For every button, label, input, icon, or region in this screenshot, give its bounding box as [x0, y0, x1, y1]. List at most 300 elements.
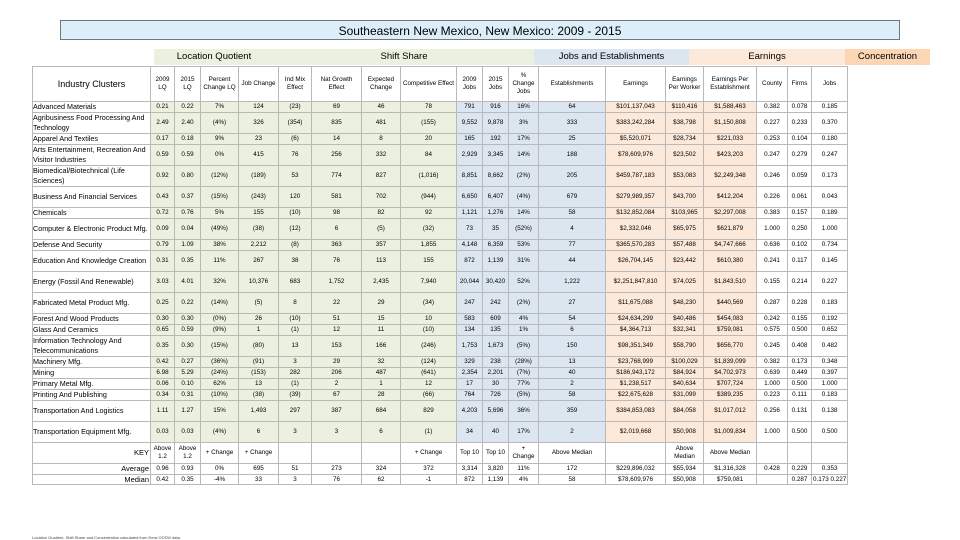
data-cell: (38)	[239, 219, 279, 240]
data-cell: (23)	[279, 102, 312, 113]
data-cell: 0.382	[757, 357, 788, 368]
data-cell: 359	[539, 401, 606, 422]
data-cell: 17%	[509, 422, 539, 443]
data-cell: 1,855	[401, 240, 457, 251]
data-cell: 0.185	[812, 102, 848, 113]
summary-cell: + Change	[201, 443, 239, 464]
data-cell: $365,570,283	[606, 240, 666, 251]
data-cell: 1.000	[757, 219, 788, 240]
data-cell: 0.287	[757, 293, 788, 314]
summary-cell: Above Median	[539, 443, 606, 464]
data-cell: 44	[539, 251, 606, 272]
industry-name-cell: Mining	[33, 368, 151, 379]
data-cell: 35	[483, 219, 509, 240]
summary-cell: 872	[457, 474, 483, 485]
data-cell: $389,235	[704, 390, 757, 401]
data-cell: 14%	[509, 208, 539, 219]
data-cell: $65,975	[666, 219, 704, 240]
industry-name-cell: Arts Entertainment, Recreation And Visitor Industries	[33, 145, 151, 166]
data-cell: $23,502	[666, 145, 704, 166]
data-cell: $384,853,083	[606, 401, 666, 422]
data-cell: 120	[279, 187, 312, 208]
data-cell: 684	[362, 401, 401, 422]
group-jobs-establishments: Jobs and Establishments	[534, 49, 689, 65]
data-cell: 1.11	[151, 401, 175, 422]
industry-name-cell: Defense And Security	[33, 240, 151, 251]
industry-name-cell: Transportation Equipment Mfg.	[33, 422, 151, 443]
data-cell: 791	[457, 102, 483, 113]
data-cell: (24%)	[201, 368, 239, 379]
data-cell: 27	[539, 293, 606, 314]
summary-cell: -4%	[201, 474, 239, 485]
data-cell: 7,940	[401, 272, 457, 293]
data-cell: $11,675,088	[606, 293, 666, 314]
data-cell: 1,753	[457, 336, 483, 357]
data-cell: (36%)	[201, 357, 239, 368]
data-cell: $1,150,808	[704, 113, 757, 134]
data-cell: $101,137,043	[606, 102, 666, 113]
data-cell: 609	[483, 314, 509, 325]
industry-name-cell: Agribusiness Food Processing And Technology	[33, 113, 151, 134]
firms-header: Firms	[788, 67, 812, 102]
summary-cell: 0.96	[151, 464, 175, 475]
data-cell: 0.482	[812, 336, 848, 357]
data-cell: (28%)	[509, 357, 539, 368]
data-cell: $459,787,183	[606, 166, 666, 187]
data-cell: $759,081	[704, 325, 757, 336]
data-cell: (80)	[239, 336, 279, 357]
average-row	[33, 464, 848, 475]
data-cell: $53,083	[666, 166, 704, 187]
data-cell: $186,943,172	[606, 368, 666, 379]
data-cell: $412,204	[704, 187, 757, 208]
data-cell: 0.06	[151, 379, 175, 390]
industry-name-cell: Business And Financial Services	[33, 187, 151, 208]
table-row	[33, 166, 848, 187]
data-cell: 206	[312, 368, 362, 379]
data-cell: 53	[279, 166, 312, 187]
data-cell: 4,148	[457, 240, 483, 251]
data-cell: 13	[539, 357, 606, 368]
data-cell: 8	[362, 134, 401, 145]
data-cell: 29	[312, 357, 362, 368]
industry-name-cell: Forest And Wood Products	[33, 314, 151, 325]
data-cell: 0.42	[151, 357, 175, 368]
data-cell: 0.500	[788, 325, 812, 336]
data-cell: 0.383	[757, 208, 788, 219]
data-cell: 581	[312, 187, 362, 208]
data-cell: (91)	[239, 357, 279, 368]
data-cell: 3,345	[483, 145, 509, 166]
lq-2015-header: 2015 LQ	[175, 67, 201, 102]
summary-cell: + Change	[509, 443, 539, 464]
summary-cell: 76	[312, 474, 362, 485]
industry-cluster-table	[32, 66, 848, 485]
industry-name-cell: Education And Knowledge Creation	[33, 251, 151, 272]
data-cell: $48,230	[666, 293, 704, 314]
data-cell: (4%)	[201, 422, 239, 443]
data-cell: 0.227	[812, 272, 848, 293]
data-cell: (1)	[279, 379, 312, 390]
data-cell: (189)	[239, 166, 279, 187]
data-cell: $23,442	[666, 251, 704, 272]
data-cell: 6	[539, 325, 606, 336]
data-cell: 0.382	[757, 102, 788, 113]
table-row	[33, 251, 848, 272]
data-cell: 73	[457, 219, 483, 240]
data-cell: 247	[457, 293, 483, 314]
data-cell: 0.03	[175, 422, 201, 443]
data-cell: 14	[312, 134, 362, 145]
data-cell: 3%	[509, 113, 539, 134]
data-cell: $221,033	[704, 134, 757, 145]
data-cell: 62%	[201, 379, 239, 390]
data-cell: $40,634	[666, 379, 704, 390]
data-cell: 0.078	[788, 102, 812, 113]
data-cell: 0.35	[175, 251, 201, 272]
data-cell: 0.104	[788, 134, 812, 145]
data-cell: 1%	[509, 325, 539, 336]
data-cell: 0.65	[151, 325, 175, 336]
table-row	[33, 314, 848, 325]
data-cell: 0.228	[788, 293, 812, 314]
summary-cell	[757, 474, 788, 485]
data-cell: 76	[312, 251, 362, 272]
data-cell: 26	[239, 314, 279, 325]
data-cell: 0.30	[175, 336, 201, 357]
data-cell: 0.03	[151, 422, 175, 443]
data-cell: 0.31	[175, 390, 201, 401]
summary-label: Average	[33, 464, 151, 475]
data-cell: 188	[539, 145, 606, 166]
data-cell: (15%)	[201, 336, 239, 357]
data-cell: 4.01	[175, 272, 201, 293]
data-cell: 1,139	[483, 251, 509, 272]
data-cell: $23,768,999	[606, 357, 666, 368]
data-cell: 0.22	[175, 293, 201, 314]
data-cell: 64	[539, 102, 606, 113]
data-cell: 5.29	[175, 368, 201, 379]
data-cell: 0.157	[788, 208, 812, 219]
data-cell: (15%)	[201, 187, 239, 208]
group-earnings: Earnings	[689, 49, 845, 65]
summary-cell: $229,896,032	[606, 464, 666, 475]
summary-cell: Above Median	[666, 443, 704, 464]
data-cell: 827	[362, 166, 401, 187]
data-cell: 31%	[509, 251, 539, 272]
table-row	[33, 113, 848, 134]
data-cell: $454,083	[704, 314, 757, 325]
summary-cell: 273	[312, 464, 362, 475]
data-cell: 0.189	[812, 208, 848, 219]
establishments-header: Establishments	[539, 67, 606, 102]
data-cell: 0.247	[812, 145, 848, 166]
data-cell: $610,380	[704, 251, 757, 272]
data-cell: 0.27	[175, 357, 201, 368]
data-cell: $2,332,046	[606, 219, 666, 240]
data-cell: 0.59	[175, 325, 201, 336]
summary-cell: 11%	[509, 464, 539, 475]
data-cell: 2	[539, 379, 606, 390]
data-cell: 6,650	[457, 187, 483, 208]
group-shift-share: Shift Share	[274, 49, 534, 65]
footnote: Location Quotient, Shift Share and Concentration calculated from Emsi QCEW data.	[32, 535, 181, 539]
data-cell: 11	[362, 325, 401, 336]
table-row	[33, 187, 848, 208]
data-cell: (4%)	[509, 187, 539, 208]
data-cell: 297	[279, 401, 312, 422]
data-cell: $2,249,348	[704, 166, 757, 187]
data-cell: 6.98	[151, 368, 175, 379]
summary-cell: 0%	[201, 464, 239, 475]
data-cell: (5)	[239, 293, 279, 314]
summary-cell: $55,934	[666, 464, 704, 475]
data-cell: 1,121	[457, 208, 483, 219]
data-cell: 0.242	[757, 314, 788, 325]
data-cell: (5)	[362, 219, 401, 240]
data-cell: 0.43	[151, 187, 175, 208]
data-cell: $2,297,008	[704, 208, 757, 219]
ind-mix-effect-header: Ind Mix Effect	[279, 67, 312, 102]
data-cell: 0.183	[812, 293, 848, 314]
data-cell: 153	[312, 336, 362, 357]
table-row	[33, 368, 848, 379]
data-cell: 238	[483, 357, 509, 368]
data-cell: 835	[312, 113, 362, 134]
jobs-conc-header: Jobs	[812, 67, 848, 102]
data-cell: 1.000	[812, 219, 848, 240]
data-cell: 481	[362, 113, 401, 134]
data-cell: 1.27	[175, 401, 201, 422]
nat-growth-effect-header: Nat Growth Effect	[312, 67, 362, 102]
data-cell: 0.72	[151, 208, 175, 219]
data-cell: 0.117	[788, 251, 812, 272]
summary-cell: -1	[401, 474, 457, 485]
summary-cell: 0.35	[175, 474, 201, 485]
summary-cell	[606, 443, 666, 464]
data-cell: 1,222	[539, 272, 606, 293]
data-cell: 0.138	[812, 401, 848, 422]
data-cell: (10)	[401, 325, 457, 336]
data-cell: 1,493	[239, 401, 279, 422]
table-row	[33, 325, 848, 336]
data-cell: 5%	[201, 208, 239, 219]
data-cell: 0.102	[788, 240, 812, 251]
data-cell: 329	[457, 357, 483, 368]
table-header-row	[33, 67, 848, 102]
table-row	[33, 145, 848, 166]
data-cell: 2,201	[483, 368, 509, 379]
summary-cell: 3,820	[483, 464, 509, 475]
data-cell: 0.59	[151, 145, 175, 166]
group-location-quotient: Location Quotient	[154, 49, 274, 65]
data-cell: 0.500	[812, 422, 848, 443]
data-cell: (12)	[279, 219, 312, 240]
data-cell: (66)	[401, 390, 457, 401]
summary-cell	[788, 443, 812, 464]
data-cell: 0.34	[151, 390, 175, 401]
table-row	[33, 240, 848, 251]
data-cell: 2,929	[457, 145, 483, 166]
summary-label: Median	[33, 474, 151, 485]
data-cell: 166	[362, 336, 401, 357]
competitive-effect-header: Competitive Effect	[401, 67, 457, 102]
expected-change-header: Expected Change	[362, 67, 401, 102]
data-cell: 155	[401, 251, 457, 272]
data-cell: 9%	[201, 134, 239, 145]
data-cell: 0.37	[175, 187, 201, 208]
data-cell: (10)	[279, 208, 312, 219]
summary-cell: Above 1.2	[175, 443, 201, 464]
data-cell: 205	[539, 166, 606, 187]
earnings-header: Earnings	[606, 67, 666, 102]
data-cell: (7%)	[509, 368, 539, 379]
summary-cell: 1,139	[483, 474, 509, 485]
summary-cell: 3	[279, 474, 312, 485]
data-cell: 124	[239, 102, 279, 113]
summary-cell: Top 10	[483, 443, 509, 464]
data-cell: (0%)	[201, 314, 239, 325]
industry-name-cell: Information Technology And Telecommunications	[33, 336, 151, 357]
summary-cell: + Change	[239, 443, 279, 464]
data-cell: 0.227	[757, 113, 788, 134]
data-cell: (124)	[401, 357, 457, 368]
data-cell: $279,989,357	[606, 187, 666, 208]
data-cell: 9,552	[457, 113, 483, 134]
summary-cell	[812, 443, 848, 464]
data-cell: 683	[279, 272, 312, 293]
data-cell: 8,851	[457, 166, 483, 187]
data-cell: 0.173	[788, 357, 812, 368]
data-cell: 12	[401, 379, 457, 390]
summary-cell	[279, 443, 312, 464]
data-cell: (5%)	[509, 336, 539, 357]
data-cell: 38%	[201, 240, 239, 251]
data-cell: 4,203	[457, 401, 483, 422]
data-cell: $132,852,084	[606, 208, 666, 219]
data-cell: $103,965	[666, 208, 704, 219]
data-cell: 76	[279, 145, 312, 166]
data-cell: 333	[539, 113, 606, 134]
data-cell: 0.253	[757, 134, 788, 145]
data-cell: 0.449	[788, 368, 812, 379]
data-cell: $74,025	[666, 272, 704, 293]
data-cell: 36%	[509, 401, 539, 422]
data-cell: 165	[457, 134, 483, 145]
data-cell: 77	[539, 240, 606, 251]
table-row	[33, 102, 848, 113]
summary-cell: $78,609,976	[606, 474, 666, 485]
data-cell: 2.49	[151, 113, 175, 134]
data-cell: 8,662	[483, 166, 509, 187]
data-cell: 40	[483, 422, 509, 443]
data-cell: 67	[312, 390, 362, 401]
summary-cell: 0.353	[812, 464, 848, 475]
data-cell: 679	[539, 187, 606, 208]
industry-name-cell: Biomedical/Biotechnical (Life Sciences)	[33, 166, 151, 187]
data-cell: 20,044	[457, 272, 483, 293]
earnings-per-worker-header: Earnings Per Worker	[666, 67, 704, 102]
data-cell: $440,569	[704, 293, 757, 314]
data-cell: 0.575	[757, 325, 788, 336]
data-cell: $78,609,976	[606, 145, 666, 166]
data-cell: 0.043	[812, 187, 848, 208]
data-cell: 12	[312, 325, 362, 336]
data-cell: $4,364,713	[606, 325, 666, 336]
data-cell: $26,704,145	[606, 251, 666, 272]
table-row	[33, 336, 848, 357]
data-cell: 0.500	[788, 422, 812, 443]
data-cell: $100,029	[666, 357, 704, 368]
data-cell: 2	[539, 422, 606, 443]
data-cell: 0.111	[788, 390, 812, 401]
industry-name-cell: Computer & Electronic Product Mfg.	[33, 219, 151, 240]
summary-cell: $50,908	[666, 474, 704, 485]
summary-cell: 4%	[509, 474, 539, 485]
data-cell: 726	[483, 390, 509, 401]
summary-cell: Above 1.2	[151, 443, 175, 464]
data-cell: 415	[239, 145, 279, 166]
data-cell: 0.500	[788, 379, 812, 390]
summary-cell: 0.173 0.227	[812, 474, 848, 485]
data-cell: $43,700	[666, 187, 704, 208]
data-cell: $32,341	[666, 325, 704, 336]
data-cell: 54	[539, 314, 606, 325]
data-cell: 0.30	[175, 314, 201, 325]
data-cell: 0.408	[788, 336, 812, 357]
data-cell: 916	[483, 102, 509, 113]
data-cell: 25	[539, 134, 606, 145]
data-cell: (155)	[401, 113, 457, 134]
data-cell: (5%)	[509, 390, 539, 401]
data-cell: 0.734	[812, 240, 848, 251]
data-cell: (354)	[279, 113, 312, 134]
data-cell: 0.241	[757, 251, 788, 272]
data-cell: 0.25	[151, 293, 175, 314]
data-cell: 6	[362, 422, 401, 443]
data-cell: $2,251,847,810	[606, 272, 666, 293]
data-cell: 332	[362, 145, 401, 166]
data-cell: (10%)	[201, 390, 239, 401]
data-cell: 0.061	[788, 187, 812, 208]
data-cell: 17	[457, 379, 483, 390]
data-cell: 29	[362, 293, 401, 314]
data-cell: $40,486	[666, 314, 704, 325]
data-cell: 30,420	[483, 272, 509, 293]
table-row	[33, 390, 848, 401]
data-cell: (2%)	[509, 293, 539, 314]
data-cell: 10	[401, 314, 457, 325]
data-cell: 0.17	[151, 134, 175, 145]
data-cell: 46	[362, 102, 401, 113]
data-cell: 0.180	[812, 134, 848, 145]
data-cell: (153)	[239, 368, 279, 379]
data-cell: 69	[312, 102, 362, 113]
data-cell: 17%	[509, 134, 539, 145]
median-row	[33, 474, 848, 485]
summary-cell: 58	[539, 474, 606, 485]
summary-cell: 0.93	[175, 464, 201, 475]
data-cell: 53%	[509, 240, 539, 251]
summary-cell: Top 10	[457, 443, 483, 464]
summary-cell: 0.287	[788, 474, 812, 485]
data-cell: 0.145	[812, 251, 848, 272]
data-cell: 0.652	[812, 325, 848, 336]
data-cell: (246)	[401, 336, 457, 357]
summary-cell: 62	[362, 474, 401, 485]
data-cell: 0%	[201, 145, 239, 166]
data-cell: (39)	[279, 390, 312, 401]
